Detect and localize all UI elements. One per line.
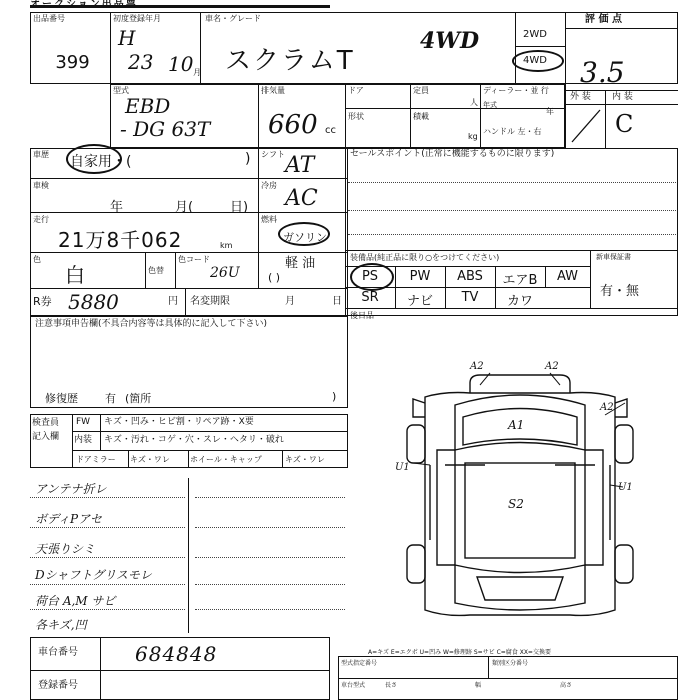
equip-tv: TV — [461, 290, 479, 305]
car-name: スクラムT — [225, 46, 355, 76]
diesel-label: 軽 油 — [285, 256, 316, 271]
fuel-value: ガソリン — [283, 231, 327, 244]
note-line — [195, 584, 345, 585]
divider — [30, 288, 348, 289]
equip-aw: AW — [556, 269, 579, 284]
divider — [515, 12, 516, 84]
chassis-value: 684848 — [135, 642, 218, 666]
recycle-label: R券 — [33, 295, 52, 308]
divider — [282, 450, 283, 468]
interior-items: キズ・汚れ・コゲ・穴・スレ・ヘタリ・破れ — [104, 435, 284, 445]
damage-mark-a2-front-right: A2 — [545, 361, 559, 372]
sales-line — [348, 182, 676, 183]
score-value: 3.5 — [580, 56, 625, 89]
equip-abs: ABS — [457, 269, 483, 284]
legend-extra-2: 類別区分番号 — [492, 660, 529, 667]
sales-line — [348, 210, 676, 211]
note-line — [195, 497, 345, 498]
handle-label: ハンドル 左・右 — [483, 127, 542, 136]
legend-extra-1: 型式指定番号 — [341, 660, 378, 667]
note-2: ボディPアセ — [35, 512, 102, 526]
cc-unit: cc — [325, 125, 336, 136]
drive-4wd: 4WD — [523, 55, 547, 66]
divider — [565, 104, 678, 105]
chassis-label: 車台番号 — [38, 647, 78, 658]
form-title: オークション出品票 — [30, 0, 138, 10]
door-label: ドア — [348, 86, 364, 95]
shift-value: AT — [285, 153, 315, 178]
divider — [338, 678, 678, 679]
day-unit: 日 — [332, 296, 342, 307]
divider — [565, 12, 566, 148]
mileage-label: 走行 — [33, 215, 49, 224]
notes-label: 注意事項申告欄(不具合内容等は具体的に記入して下さい) — [35, 319, 268, 329]
load-label: 積載 — [413, 112, 429, 121]
divider — [188, 478, 189, 633]
note-line — [30, 584, 185, 585]
color-change-label: 色替 — [148, 266, 164, 275]
drive-2wd: 2WD — [523, 29, 547, 40]
damage-mark-a2-right: A2 — [600, 402, 614, 413]
damage-mark-u1-left: U1 — [395, 462, 410, 473]
equip-pw: PW — [409, 269, 431, 284]
ac-value: AC — [285, 186, 318, 211]
color-label: 色 — [33, 255, 41, 264]
damage-mark-s2-bed: S2 — [508, 497, 524, 511]
inspector-label-2: 記入欄 — [32, 432, 60, 442]
capacity-label: 定員 — [413, 86, 429, 95]
divider — [188, 450, 189, 468]
fuel-label: 燃料 — [261, 215, 277, 224]
mileage-value: 21万8千062 — [58, 228, 183, 252]
divider — [185, 288, 186, 316]
divider — [488, 656, 489, 678]
equip-leather: カワ — [506, 294, 533, 309]
color-code-label: 色コード — [178, 255, 210, 264]
legend-extra-4: 長さ — [385, 682, 398, 689]
lot-label: 出品番号 — [33, 14, 65, 23]
ac-label: 冷房 — [261, 181, 277, 190]
divider — [30, 670, 330, 671]
car-damage-diagram — [385, 355, 655, 630]
name-change-label: 名変期限 — [190, 296, 230, 307]
divider — [258, 84, 259, 148]
note-line — [30, 557, 185, 558]
equipment-label: 装備品(純正品に限り○をつけてください) — [350, 253, 500, 262]
note-1: アンテナ折レ — [35, 482, 107, 496]
divider — [110, 12, 111, 84]
divider — [72, 450, 348, 451]
month-unit: 月 — [285, 296, 295, 307]
equip-airbag: エアB — [502, 273, 538, 288]
divider — [410, 84, 411, 148]
km-unit: km — [220, 241, 233, 250]
new-warranty-label: 新車保証書 — [596, 253, 631, 261]
load-unit: kg — [468, 132, 478, 141]
note-line — [195, 609, 345, 610]
interior-label: 内 装 — [612, 92, 633, 102]
year-model-label: 年式 — [483, 101, 497, 109]
fuel-paren: ( ) — [268, 271, 281, 284]
first-reg-year: 23 — [128, 50, 154, 74]
model-line1: EBD — [125, 94, 171, 118]
note-3: 天張りシミ — [35, 542, 96, 556]
lot-number: 399 — [55, 52, 90, 73]
color-code-value: 26U — [210, 265, 240, 281]
inspection-year: 年 — [110, 200, 124, 215]
color-value: 白 — [65, 263, 85, 287]
repair-label: 修復歴 — [45, 392, 78, 405]
usage-value: 自家用・( — [70, 154, 132, 170]
divider — [565, 90, 678, 91]
dealer-label: ディーラー・並 行 — [483, 86, 549, 95]
damage-mark-a1-windshield: A1 — [508, 418, 525, 432]
repair-close: ) — [332, 390, 337, 403]
shape-label: 形状 — [348, 112, 364, 121]
legend-extra-5: 幅 — [475, 682, 482, 689]
inspection-month: 月( — [175, 200, 194, 215]
interior-grade: C — [615, 110, 634, 138]
shift-label: シフト — [261, 150, 285, 159]
divider — [72, 414, 73, 468]
capacity-unit: 人 — [470, 98, 478, 107]
inspector-label-1: 検査員 — [32, 418, 60, 428]
model-line2: - DG 63T — [120, 117, 211, 141]
drive-4wd-circle — [512, 50, 564, 72]
divider — [345, 84, 346, 148]
inspection-label: 車検 — [33, 181, 49, 190]
divider — [128, 450, 129, 468]
displacement-value: 660 — [268, 110, 318, 140]
sales-line — [348, 234, 676, 235]
first-reg-month: 10 — [168, 52, 194, 76]
damage-mark-a2-front: A2 — [470, 361, 484, 372]
equip-sr: SR — [361, 290, 379, 305]
divider — [100, 637, 101, 700]
rear-label: 後日品 — [350, 311, 374, 320]
fw-items: キズ・凹み・ヒビ割・リペア跡・X要 — [104, 417, 254, 427]
note-line — [30, 609, 185, 610]
sales-point-label: セールスポイント(正常に機能するものに限ります) — [350, 149, 555, 159]
usage-close: ) — [245, 151, 251, 167]
extra-item-2: キズ・ワレ — [130, 455, 170, 464]
extra-item-1: ドアミラー — [76, 455, 116, 464]
note-6: 各キズ,凹 — [35, 618, 87, 632]
displacement-label: 排気量 — [261, 86, 285, 95]
divider — [30, 178, 348, 179]
repair-value: 有 — [105, 392, 116, 405]
equip-ps: PS — [361, 269, 379, 284]
exterior-label: 外 装 — [570, 92, 591, 102]
usage-label: 車歴 — [33, 150, 49, 159]
exterior-grade-slash — [568, 106, 604, 146]
new-warranty-value: 有・無 — [600, 284, 640, 299]
note-4: Dシャフトグリスモレ — [35, 568, 152, 582]
divider — [345, 250, 678, 251]
extra-item-3: ホイール・キャップ — [190, 455, 262, 464]
divider — [345, 108, 565, 109]
reg-label: 登録番号 — [38, 680, 78, 691]
divider — [590, 250, 591, 308]
divider — [605, 90, 606, 148]
divider — [72, 431, 348, 432]
note-line — [195, 527, 345, 528]
name-label: 車名・グレード — [205, 14, 261, 23]
score-label: 評 価 点 — [585, 14, 622, 25]
equip-ps-circle — [350, 263, 394, 291]
divider — [565, 28, 678, 29]
diagram-legend: A=キズ E=エクボ U=凹み W=修理跡 S=サビ C=腐食 XX=交換要 — [368, 649, 551, 656]
divider — [100, 414, 101, 450]
year-suffix: 年 — [546, 107, 554, 116]
first-reg-era: H — [118, 26, 136, 50]
note-line — [195, 557, 345, 558]
divider — [515, 46, 565, 47]
legend-extra-6: 高さ — [560, 682, 573, 689]
fuel-circle — [278, 222, 330, 246]
damage-mark-u1-right: U1 — [618, 482, 633, 493]
recycle-value: 5880 — [68, 290, 119, 314]
divider — [258, 148, 259, 288]
note-line — [30, 527, 185, 528]
inspection-day: 日) — [230, 200, 249, 215]
first-reg-label: 初度登録年月 — [113, 14, 161, 23]
model-label: 型式 — [113, 86, 129, 95]
interior-items-label: 内装 — [74, 435, 93, 445]
note-5: 荷台 A,M サビ — [35, 594, 116, 608]
legend-extra-3: 車台型式 — [341, 682, 366, 689]
yen-unit: 円 — [168, 296, 178, 307]
equip-navi: ナビ — [406, 294, 433, 309]
repair-place: (箇所 — [125, 392, 152, 405]
fw-label: FW — [76, 417, 91, 427]
note-line — [30, 497, 185, 498]
divider — [175, 252, 176, 288]
title-bar — [30, 5, 330, 8]
divider — [480, 84, 481, 148]
divider — [145, 252, 146, 288]
usage-circle — [66, 144, 122, 174]
extra-item-4: キズ・ワレ — [285, 455, 325, 464]
month-suffix: 月 — [193, 68, 201, 77]
drive-type: 4WD — [420, 28, 480, 54]
